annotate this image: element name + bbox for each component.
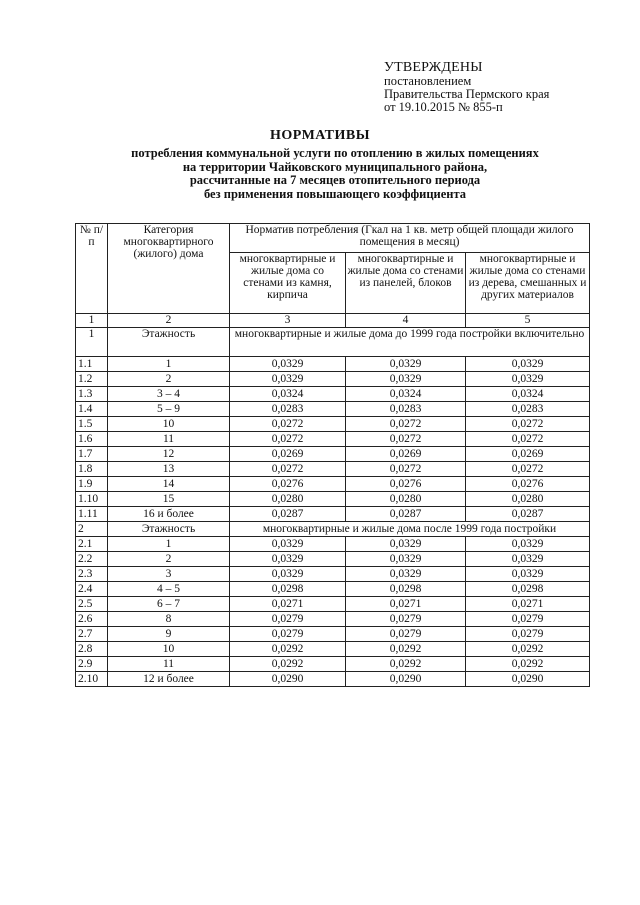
row-value-panel: 0,0280 <box>346 492 466 507</box>
row-value-wood: 0,0279 <box>466 612 590 627</box>
section-1-label: Этажность <box>108 328 230 357</box>
row-value-panel: 0,0292 <box>346 657 466 672</box>
row-value-panel: 0,0283 <box>346 402 466 417</box>
approval-stamp <box>384 60 549 114</box>
row-number: 2.5 <box>76 597 108 612</box>
table-row <box>76 402 590 417</box>
header-col-wood: многоквартирные и жилые дома со стенами из дерева, смешанных и других материалов <box>466 253 590 314</box>
table-row <box>76 672 590 687</box>
row-value-wood: 0,0329 <box>466 567 590 582</box>
row-floors: 9 <box>108 627 230 642</box>
row-value-stone: 0,0271 <box>230 597 346 612</box>
norms-table-body <box>76 224 590 687</box>
section-2-num: 2 <box>76 522 108 537</box>
row-value-panel: 0,0279 <box>346 627 466 642</box>
row-value-panel: 0,0276 <box>346 477 466 492</box>
row-number: 1.3 <box>76 387 108 402</box>
table-row <box>76 492 590 507</box>
row-number: 2.1 <box>76 537 108 552</box>
row-floors: 12 <box>108 447 230 462</box>
row-value-stone: 0,0324 <box>230 387 346 402</box>
header-category: Категория многоквартирного (жилого) дома <box>108 224 230 314</box>
row-value-stone: 0,0329 <box>230 552 346 567</box>
row-floors: 10 <box>108 642 230 657</box>
row-value-wood: 0,0329 <box>466 552 590 567</box>
column-number: 5 <box>466 314 590 328</box>
row-value-panel: 0,0298 <box>346 582 466 597</box>
row-number: 1.11 <box>76 507 108 522</box>
row-value-panel: 0,0329 <box>346 537 466 552</box>
row-value-stone: 0,0269 <box>230 447 346 462</box>
row-number: 2.2 <box>76 552 108 567</box>
table-row <box>76 567 590 582</box>
row-floors: 13 <box>108 462 230 477</box>
row-floors: 1 <box>108 357 230 372</box>
document-subtitle <box>70 147 600 201</box>
row-value-panel: 0,0272 <box>346 462 466 477</box>
table-row <box>76 612 590 627</box>
table-row <box>76 507 590 522</box>
row-number: 1.7 <box>76 447 108 462</box>
approval-line-3: Правительства Пермского края <box>384 87 550 101</box>
row-value-panel: 0,0272 <box>346 432 466 447</box>
row-floors: 8 <box>108 612 230 627</box>
row-floors: 11 <box>108 432 230 447</box>
row-value-stone: 0,0272 <box>230 417 346 432</box>
row-value-panel: 0,0324 <box>346 387 466 402</box>
column-number: 3 <box>230 314 346 328</box>
row-value-stone: 0,0287 <box>230 507 346 522</box>
row-floors: 14 <box>108 477 230 492</box>
row-number: 2.9 <box>76 657 108 672</box>
row-value-stone: 0,0329 <box>230 357 346 372</box>
row-value-stone: 0,0279 <box>230 612 346 627</box>
row-value-panel: 0,0279 <box>346 612 466 627</box>
approval-heading: УТВЕРЖДЕНЫ <box>384 60 483 75</box>
section-2-header-row <box>76 522 590 537</box>
row-value-wood: 0,0292 <box>466 642 590 657</box>
section-1-description: многоквартирные и жилые дома до 1999 года постройки включительно <box>230 328 590 357</box>
row-floors: 3 <box>108 567 230 582</box>
row-value-panel: 0,0269 <box>346 447 466 462</box>
table-row <box>76 627 590 642</box>
row-value-panel: 0,0329 <box>346 567 466 582</box>
subtitle-line-4: без применения повышающего коэффициента <box>203 186 467 201</box>
table-row <box>76 387 590 402</box>
row-value-wood: 0,0276 <box>466 477 590 492</box>
row-value-wood: 0,0272 <box>466 417 590 432</box>
row-floors: 2 <box>108 552 230 567</box>
row-value-stone: 0,0272 <box>230 432 346 447</box>
row-value-stone: 0,0292 <box>230 642 346 657</box>
row-value-stone: 0,0298 <box>230 582 346 597</box>
row-value-wood: 0,0329 <box>466 372 590 387</box>
row-number: 1.8 <box>76 462 108 477</box>
row-value-stone: 0,0283 <box>230 402 346 417</box>
row-number: 2.7 <box>76 627 108 642</box>
row-floors: 15 <box>108 492 230 507</box>
table-row <box>76 372 590 387</box>
column-numbers-row <box>76 314 590 328</box>
row-floors: 3 – 4 <box>108 387 230 402</box>
row-value-wood: 0,0271 <box>466 597 590 612</box>
row-floors: 11 <box>108 657 230 672</box>
row-floors: 5 – 9 <box>108 402 230 417</box>
row-number: 2.6 <box>76 612 108 627</box>
row-value-wood: 0,0298 <box>466 582 590 597</box>
row-value-stone: 0,0280 <box>230 492 346 507</box>
row-value-stone: 0,0272 <box>230 462 346 477</box>
row-value-stone: 0,0276 <box>230 477 346 492</box>
row-value-stone: 0,0329 <box>230 567 346 582</box>
document-title: НОРМАТИВЫ <box>270 128 370 143</box>
row-floors: 2 <box>108 372 230 387</box>
subtitle-line-2: на территории Чайковского муниципального района, <box>182 159 488 174</box>
table-row <box>76 357 590 372</box>
row-value-stone: 0,0292 <box>230 657 346 672</box>
row-floors: 4 – 5 <box>108 582 230 597</box>
row-number: 1.6 <box>76 432 108 447</box>
header-norm: Норматив потребления (Гкал на 1 кв. метр общей площади жилого помещения в месяц) <box>230 224 590 253</box>
table-row <box>76 447 590 462</box>
row-number: 2.3 <box>76 567 108 582</box>
row-floors: 16 и более <box>108 507 230 522</box>
column-number: 4 <box>346 314 466 328</box>
row-floors: 1 <box>108 537 230 552</box>
row-value-wood: 0,0283 <box>466 402 590 417</box>
row-value-wood: 0,0324 <box>466 387 590 402</box>
table-row <box>76 657 590 672</box>
table-row <box>76 417 590 432</box>
row-floors: 12 и более <box>108 672 230 687</box>
section-1-num: 1 <box>76 328 108 357</box>
column-number: 2 <box>108 314 230 328</box>
section-2-label: Этажность <box>108 522 230 537</box>
row-value-wood: 0,0287 <box>466 507 590 522</box>
row-value-wood: 0,0329 <box>466 537 590 552</box>
section-2-description: многоквартирные и жилые дома после 1999 года постройки <box>230 522 590 537</box>
row-value-wood: 0,0280 <box>466 492 590 507</box>
table-row <box>76 642 590 657</box>
row-number: 1.9 <box>76 477 108 492</box>
subtitle-line-1: потребления коммунальной услуги по отоплению в жилых помещениях <box>131 146 539 160</box>
header-col-stone: многоквартирные и жилые дома со стенами из камня, кирпича <box>230 253 346 314</box>
norms-table <box>75 223 590 687</box>
approval-line-2: постановлением <box>384 74 472 88</box>
row-number: 2.10 <box>76 672 108 687</box>
row-value-panel: 0,0292 <box>346 642 466 657</box>
row-value-stone: 0,0329 <box>230 372 346 387</box>
row-value-panel: 0,0329 <box>346 357 466 372</box>
row-value-panel: 0,0329 <box>346 372 466 387</box>
row-value-panel: 0,0290 <box>346 672 466 687</box>
column-number: 1 <box>76 314 108 328</box>
row-value-wood: 0,0279 <box>466 627 590 642</box>
subtitle-line-3: рассчитанные на 7 месяцев отопительного периода <box>189 173 481 187</box>
table-row <box>76 552 590 567</box>
row-number: 1.4 <box>76 402 108 417</box>
row-value-panel: 0,0287 <box>346 507 466 522</box>
section-1-header-row <box>76 328 590 357</box>
approval-date-line: от 19.10.2015 № 855-п <box>384 100 503 114</box>
table-row <box>76 432 590 447</box>
row-floors: 6 – 7 <box>108 597 230 612</box>
row-number: 2.4 <box>76 582 108 597</box>
row-number: 1.5 <box>76 417 108 432</box>
row-value-wood: 0,0269 <box>466 447 590 462</box>
header-row <box>76 224 590 253</box>
row-value-wood: 0,0290 <box>466 672 590 687</box>
table-row <box>76 477 590 492</box>
row-value-panel: 0,0272 <box>346 417 466 432</box>
table-row <box>76 537 590 552</box>
header-col-panel: многоквартирные и жилые дома со стенами из панелей, блоков <box>346 253 466 314</box>
row-value-stone: 0,0290 <box>230 672 346 687</box>
row-value-wood: 0,0292 <box>466 657 590 672</box>
row-value-panel: 0,0329 <box>346 552 466 567</box>
row-number: 1.10 <box>76 492 108 507</box>
table-row <box>76 462 590 477</box>
table-row <box>76 582 590 597</box>
table-row <box>76 597 590 612</box>
row-value-panel: 0,0271 <box>346 597 466 612</box>
header-num: № п/п <box>76 224 108 314</box>
row-value-stone: 0,0329 <box>230 537 346 552</box>
row-value-wood: 0,0329 <box>466 357 590 372</box>
row-floors: 10 <box>108 417 230 432</box>
row-number: 2.8 <box>76 642 108 657</box>
row-value-wood: 0,0272 <box>466 462 590 477</box>
row-value-stone: 0,0279 <box>230 627 346 642</box>
row-number: 1.1 <box>76 357 108 372</box>
row-number: 1.2 <box>76 372 108 387</box>
row-value-wood: 0,0272 <box>466 432 590 447</box>
